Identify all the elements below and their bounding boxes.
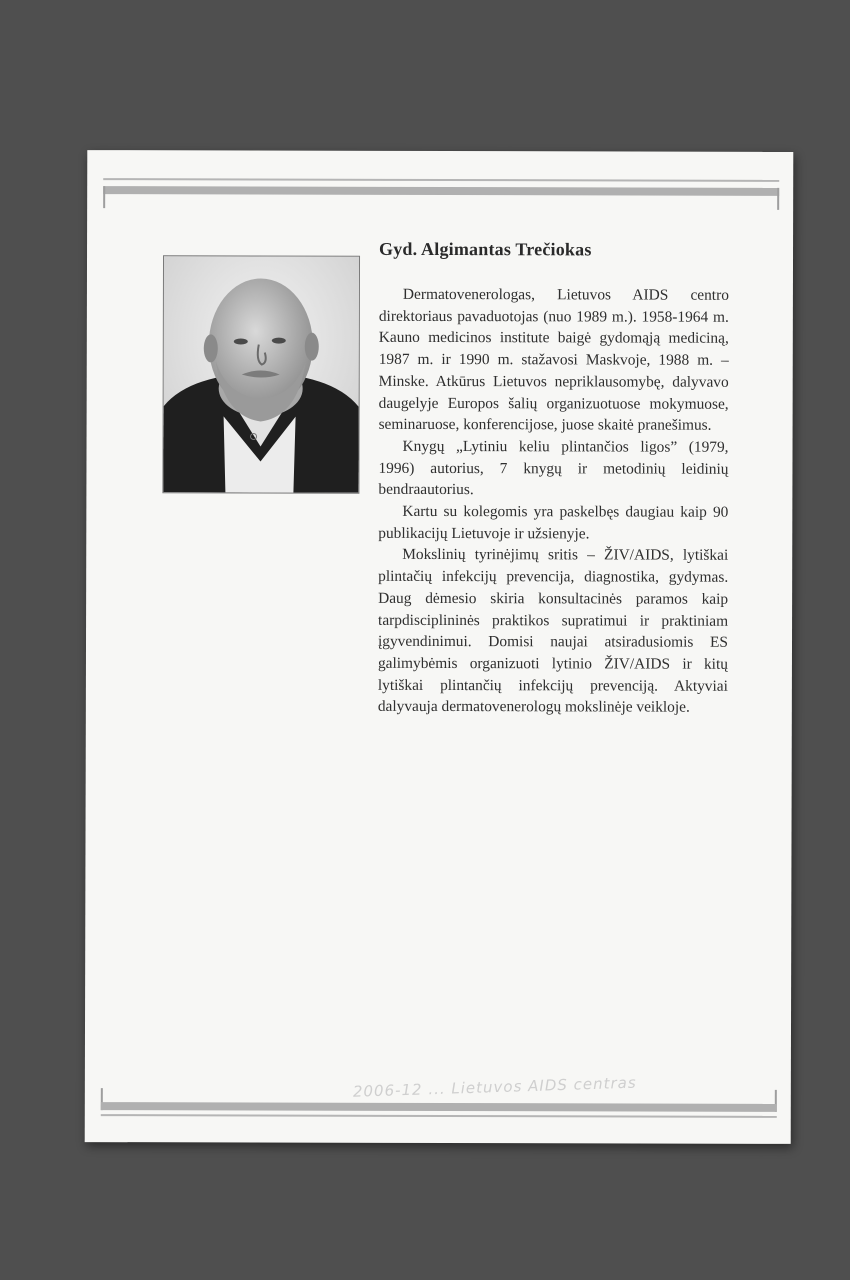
biography-paragraph: Knygų „Lytiniu keliu plintančios ligos” (1979, 1996) autorius, 7 knygų ir metodinių leidinių bendraautorius. (378, 437, 729, 499)
biography-paragraph: Mokslinių tyrinėjimų sritis – ŽIV/AIDS, lytiškai plintačių infekcijų prevencija, diagnostika, gydymas. Daug dėmesio skiria konsultacinės paramos kaip tarpdisciplininės praktikos supratimui ir praktiniam įgyvendinimui. Domisi naujai atsiradusiomis ES galimybėmis organizuoti lytinio ŽIV/AIDS ir kitų lytiškai plintančių infekcijų prevenciją. Aktyviai dalyvauja dermatovenerologų mokslinėje veikloje. (377, 546, 729, 717)
person-name-heading: Gyd. Algimantas Trečiokas (379, 238, 592, 260)
biography-paragraph: Dermatovenerologas, Lietuvos AIDS centro direktoriaus pavaduotojas (nuo 1989 m.). 1958-1964 m. Kauno medicinos institute baigė gydomąją mediciną, 1987 m. ir 1990 m. stažavosi Maskvoje, 1988 m. – Minske. Atkūrus Lietuvos nepriklausomybę, dalyvavo daugelyje Europos šalių organizuotuose mokymuose, seminaruose, konferencijose, juose skaitė pranešimus. (378, 285, 729, 434)
biography-text (378, 284, 729, 719)
biography-paragraph: Kartu su kolegomis yra paskelbęs daugiau kaip 90 publikacijų Lietuvoje ir užsienyje. (378, 502, 729, 543)
portrait-photo (162, 255, 360, 494)
bottom-decorative-rule (101, 1086, 777, 1124)
top-decorative-rule (103, 178, 779, 216)
handwritten-pencil-note: 2006-12 ... Lietuvos AIDS centras (352, 1073, 637, 1101)
document-page (85, 150, 794, 1144)
